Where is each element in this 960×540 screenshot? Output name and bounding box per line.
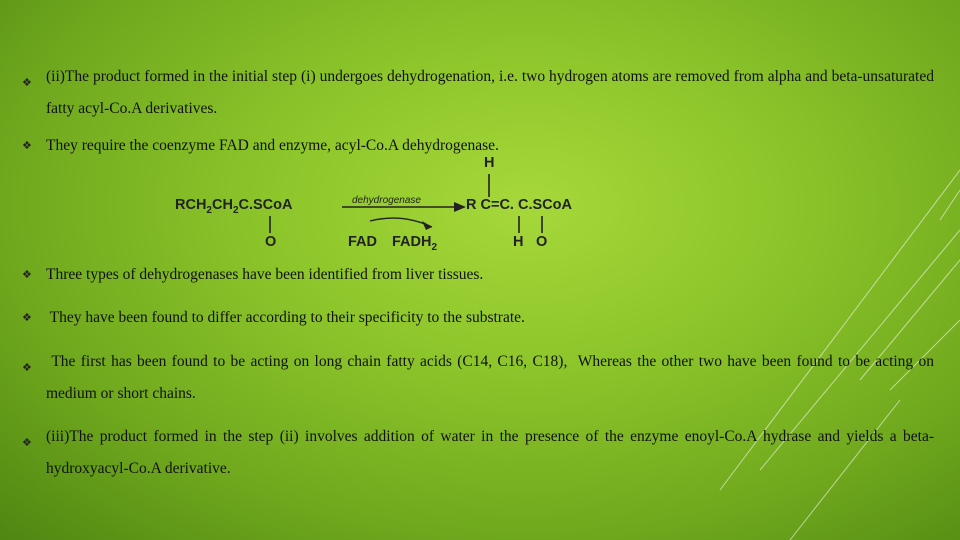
- coenzyme-fad: FAD: [348, 234, 377, 250]
- diamond-dots-icon: ❖: [22, 268, 32, 281]
- product-h-bottom: H: [513, 234, 524, 250]
- product-o-bottom: O: [536, 234, 548, 250]
- diamond-dots-icon: ❖: [22, 76, 32, 89]
- reactant-o: O: [265, 234, 277, 250]
- diamond-dots-icon: ❖: [22, 361, 32, 374]
- bullet-text: Three types of dehydrogenases have been identified from liver tissues.: [46, 266, 484, 283]
- bullet-text: The first has been found to be acting on long chain fatty acids (C14, C16, C18), Whereas the other two have been found to be acting on medium or short chains.: [46, 353, 938, 402]
- bullet-item: [22, 308, 934, 328]
- product-formula: R C=C. C.SCoA: [466, 197, 572, 213]
- bullet-text: They require the coenzyme FAD and enzyme, acyl-Co.A dehydrogenase.: [46, 137, 499, 154]
- bullet-item: [22, 136, 934, 156]
- diamond-dots-icon: ❖: [22, 436, 32, 449]
- bullet-item: [22, 61, 934, 125]
- coenzyme-fadh2: $FADH_2$: [392, 234, 438, 253]
- diamond-dots-icon: ❖: [22, 139, 32, 152]
- bullet-text: They have been found to differ according to their specificity to the substrate.: [46, 309, 525, 326]
- bullet-item: [22, 421, 934, 485]
- bullet-item: [22, 346, 938, 410]
- product-h-top: H: [484, 155, 495, 171]
- reaction-diagram: [170, 155, 630, 253]
- enzyme-label: dehydrogenase: [352, 195, 421, 206]
- bullet-text: (iii)The product formed in the step (ii) involves addition of water in the presence of the enzyme enoyl-Co.A hydrase and yields a beta-hydroxyacyl-Co.A derivative.: [46, 428, 934, 477]
- diamond-dots-icon: ❖: [22, 311, 32, 324]
- bullet-text: (ii)The product formed in the initial step (i) undergoes dehydrogenation, i.e. two hydrogen atoms are removed from alpha and beta-unsaturated fatty acyl-Co.A derivatives.: [46, 68, 934, 117]
- reactant-formula: $RCH_2CH_2C.SCoA$: [175, 197, 293, 216]
- bullet-item: [22, 265, 934, 285]
